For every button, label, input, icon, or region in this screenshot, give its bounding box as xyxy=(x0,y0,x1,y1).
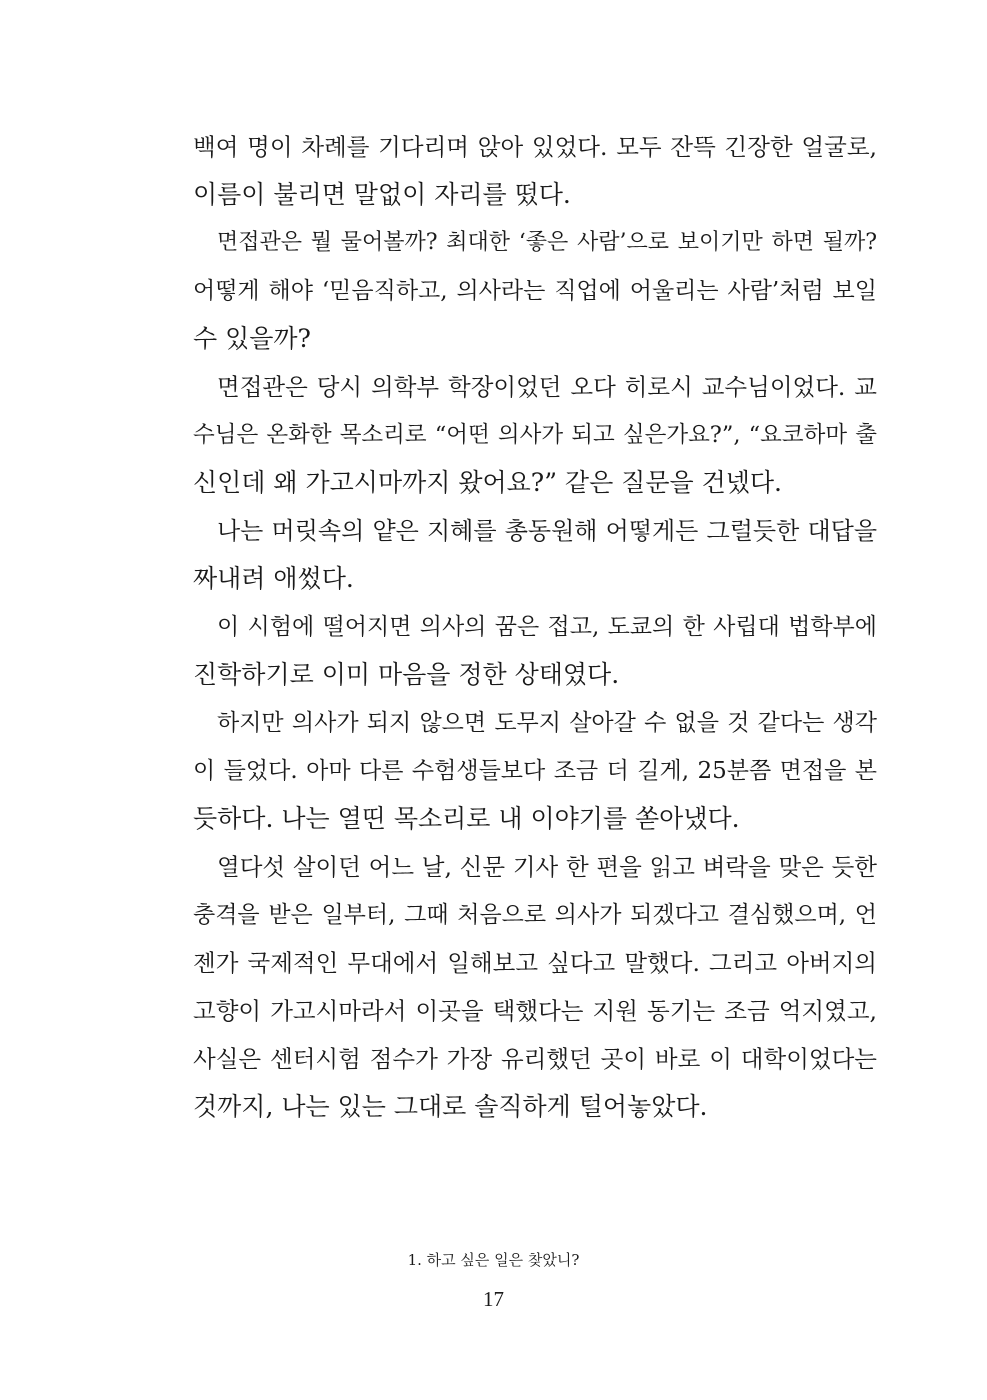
text-line: 젠가 국제적인 무대에서 일해보고 싶다고 말했다. 그리고 아버지의 xyxy=(193,949,877,977)
text-line: 신인데 왜 가고시마까지 왔어요?” 같은 질문을 건넸다. xyxy=(193,468,782,497)
text-line: 사실은 센터시험 점수가 가장 유리했던 곳이 바로 이 대학이었다는 xyxy=(193,1045,877,1073)
text-line: 것까지, 나는 있는 그대로 솔직하게 털어놓았다. xyxy=(193,1092,708,1121)
text-line: 수 있을까? xyxy=(193,324,311,353)
text-line: 이 들었다. 아마 다른 수험생들보다 조금 더 길게, 25분쯤 면접을 본 xyxy=(193,758,877,784)
text-line: 면접관은 뭘 물어볼까? 최대한 ‘좋은 사람’으로 보이기만 하면 될까? xyxy=(217,230,877,255)
text-line: 진학하기로 이미 마음을 정한 상태였다. xyxy=(193,660,620,689)
text-line: 백여 명이 차례를 기다리며 앉아 있었다. 모두 잔뜩 긴장한 얼굴로, xyxy=(193,133,877,161)
text-line: 듯하다. 나는 열띤 목소리로 내 이야기를 쏟아냈다. xyxy=(193,804,740,833)
text-line: 고향이 가고시마라서 이곳을 택했다는 지원 동기는 조금 억지였고, xyxy=(193,997,877,1025)
page-number: 17 xyxy=(483,1287,504,1311)
text-line: 면접관은 당시 의학부 학장이었던 오다 히로시 교수님이었다. 교 xyxy=(217,373,877,401)
body-text xyxy=(193,123,877,1131)
text-line: 수님은 온화한 목소리로 “어떤 의사가 되고 싶은가요?”, “요코하마 출 xyxy=(193,422,877,448)
text-line: 이 시험에 떨어지면 의사의 꿈은 접고, 도쿄의 한 사립대 법학부에 xyxy=(217,614,877,640)
text-line: 충격을 받은 일부터, 그때 처음으로 의사가 되겠다고 결심했으며, 언 xyxy=(193,902,877,928)
text-line: 열다섯 살이던 어느 날, 신문 기사 한 편을 읽고 벼락을 맞은 듯한 xyxy=(217,853,877,881)
text-line: 하지만 의사가 되지 않으면 도무지 살아갈 수 없을 것 같다는 생각 xyxy=(217,710,877,736)
text-line: 이름이 불리면 말없이 자리를 떴다. xyxy=(193,180,571,209)
text-line: 짜내려 애썼다. xyxy=(193,564,354,593)
chapter-running-title: 1. 하고 싶은 일은 찾았니? xyxy=(407,1251,580,1269)
text-line: 나는 머릿속의 얕은 지혜를 총동원해 어떻게든 그럴듯한 대답을 xyxy=(217,517,877,545)
text-line: 어떻게 해야 ‘믿음직하고, 의사라는 직업에 어울리는 사람’처럼 보일 xyxy=(193,278,877,304)
